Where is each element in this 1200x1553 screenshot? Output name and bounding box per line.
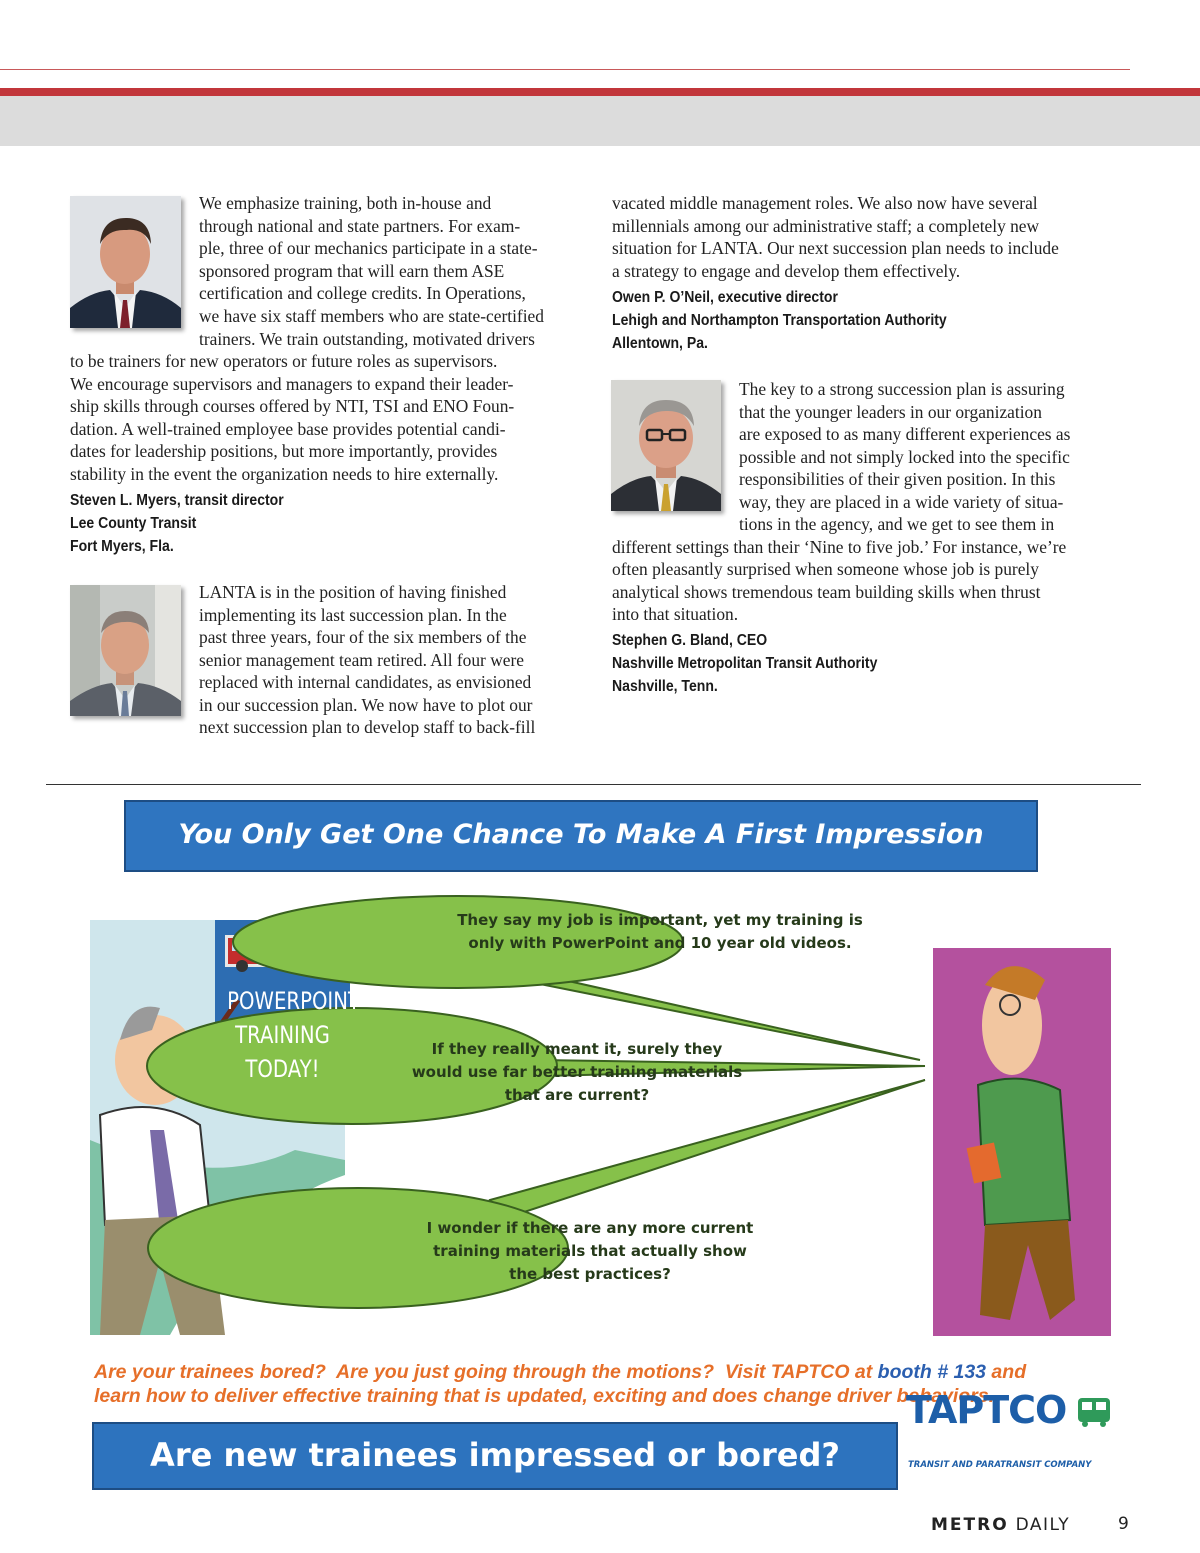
text-line: LANTA is in the position of having finished	[199, 582, 507, 602]
taptco-logo: TAPTCO	[906, 1388, 1067, 1432]
speech-bubble-3	[380, 1217, 800, 1286]
entry1-signature	[70, 490, 284, 558]
author-org: Lee County Transit	[70, 514, 197, 532]
brand-bold: METRO	[931, 1515, 1009, 1535]
text-line: vacated middle management roles. We also now have several	[612, 193, 1038, 213]
footer-brand	[931, 1515, 1070, 1535]
bubble-line: only with PowerPoint and 10 year old videos.	[468, 934, 852, 952]
bubble-line: I wonder if there are any more current	[426, 1219, 754, 1237]
text-line: millennials among our administrative staff; a completely new	[612, 216, 1040, 236]
text-line: situation for LANTA. Our next succession plan needs to include	[612, 238, 1059, 258]
text-line: analytical shows tremendous team building skills when thrust	[612, 582, 1041, 602]
text-line: way, they are placed in a wide variety of situa-	[739, 492, 1064, 512]
entry3-signature	[612, 630, 877, 698]
portrait-owen-oneil	[70, 585, 181, 716]
text-line: responsibilities of their given position. In this	[739, 469, 1056, 489]
bubble-line: the best practices?	[509, 1265, 671, 1283]
speech-bubble-1	[430, 909, 890, 955]
text-line: often pleasantly surprised when someone whose job is purely	[612, 559, 1039, 579]
author-place: Allentown, Pa.	[612, 334, 708, 352]
board-line: TRAINING	[235, 1021, 330, 1049]
text-line: tions in the agency, and we get to see them in	[739, 514, 1055, 534]
ad-divider	[46, 784, 1141, 785]
text-line: different settings than their ‘Nine to five job.’ For instance, we’re	[612, 537, 1067, 557]
text-line: dation. A well-trained employee base provides potential candi-	[70, 419, 506, 439]
author-name: Steven L. Myers, transit director	[70, 492, 284, 509]
ad-banner: Are new trainees impressed or bored?	[150, 1436, 840, 1474]
text-line: possible and not simply locked into the specific	[739, 447, 1070, 467]
author-org: Lehigh and Northampton Transportation Authority	[612, 311, 947, 329]
ad-cta-line-2: learn how to deliver effective training that is updated, exciting and does change driver behaviors.	[94, 1385, 995, 1407]
text-line: a strategy to engage and develop them effectively.	[612, 261, 961, 281]
speech-bubble-2	[372, 1038, 782, 1107]
text-line: we have six staff members who are state-certified	[199, 306, 544, 326]
header-gray-band	[0, 96, 1200, 146]
cta-text: and	[986, 1361, 1027, 1383]
text-line: We encourage supervisors and managers to expand their leader-	[70, 374, 514, 394]
ad-title: You Only Get One Chance To Make A First Impression	[178, 819, 984, 850]
text-line: ple, three of our mechanics participate in a state-	[199, 238, 538, 258]
bubble-line: training materials that actually show	[433, 1242, 747, 1260]
portrait-stephen-bland	[611, 380, 721, 511]
text-line: through national and state partners. For exam-	[199, 216, 521, 236]
text-line: senior management team retired. All four were	[199, 650, 524, 670]
author-org: Nashville Metropolitan Transit Authority	[612, 654, 878, 672]
portrait-steven-myers	[70, 196, 181, 328]
text-line: replaced with internal candidates, as envisioned	[199, 672, 532, 692]
entry2-signature	[612, 287, 947, 355]
author-place: Fort Myers, Fla.	[70, 537, 174, 555]
text-line: into that situation.	[612, 604, 739, 624]
ad-illustration	[60, 890, 1120, 1360]
text-line: trainers. We train outstanding, motivated drivers	[199, 329, 535, 349]
author-name: Stephen G. Bland, CEO	[612, 632, 768, 649]
bubble-line: They say my job is important, yet my training is	[457, 911, 863, 929]
bubble-line: that are current?	[504, 1086, 650, 1104]
text-line: to be trainers for new operators or future roles as supervisors.	[70, 351, 498, 371]
text-line: ship skills through courses offered by NTI, TSI and ENO Foun-	[70, 396, 515, 416]
page-number: 9	[1118, 1514, 1129, 1534]
board-line: POWERPOINT	[227, 987, 360, 1015]
booth-number: booth # 133	[877, 1361, 987, 1383]
text-line: certification and college credits. In Operations,	[199, 283, 526, 303]
text-line: next succession plan to develop staff to back-fill	[199, 717, 536, 737]
bus-icon	[1076, 1396, 1112, 1428]
text-line: are exposed to as many different experiences as	[739, 424, 1071, 444]
author-place: Nashville, Tenn.	[612, 677, 718, 695]
bubble-line: would use far better training materials	[411, 1063, 743, 1081]
board-line: TODAY!	[245, 1055, 320, 1083]
text-line: past three years, four of the six members of the	[199, 627, 527, 647]
powerpoint-board-text	[227, 984, 360, 1086]
bubble-line: If they really meant it, surely they	[431, 1040, 723, 1058]
header-thin-rule	[0, 69, 1130, 70]
taptco-tagline: TRANSIT AND PARATRANSIT COMPANY	[908, 1460, 1092, 1470]
text-line: The key to a strong succession plan is assuring	[739, 379, 1065, 399]
header-red-rule	[0, 88, 1200, 96]
brand-rest: DAILY	[1015, 1515, 1071, 1535]
ad-cta-line-1	[94, 1361, 1026, 1384]
cta-text: Are your trainees bored? Are you just going through the motions? Visit TAPTCO at	[94, 1361, 878, 1383]
author-name: Owen P. O’Neil, executive director	[612, 289, 838, 306]
text-line: that the younger leaders in our organization	[739, 402, 1042, 422]
text-line: stability in the event the organization needs to hire externally.	[70, 464, 499, 484]
text-line: in our succession plan. We now have to plot our	[199, 695, 533, 715]
text-line: sponsored program that will earn them ASE	[199, 261, 505, 281]
text-line: We emphasize training, both in-house and	[199, 193, 492, 213]
text-line: implementing its last succession plan. In the	[199, 605, 507, 625]
text-line: dates for leadership positions, but more importantly, provides	[70, 441, 498, 461]
